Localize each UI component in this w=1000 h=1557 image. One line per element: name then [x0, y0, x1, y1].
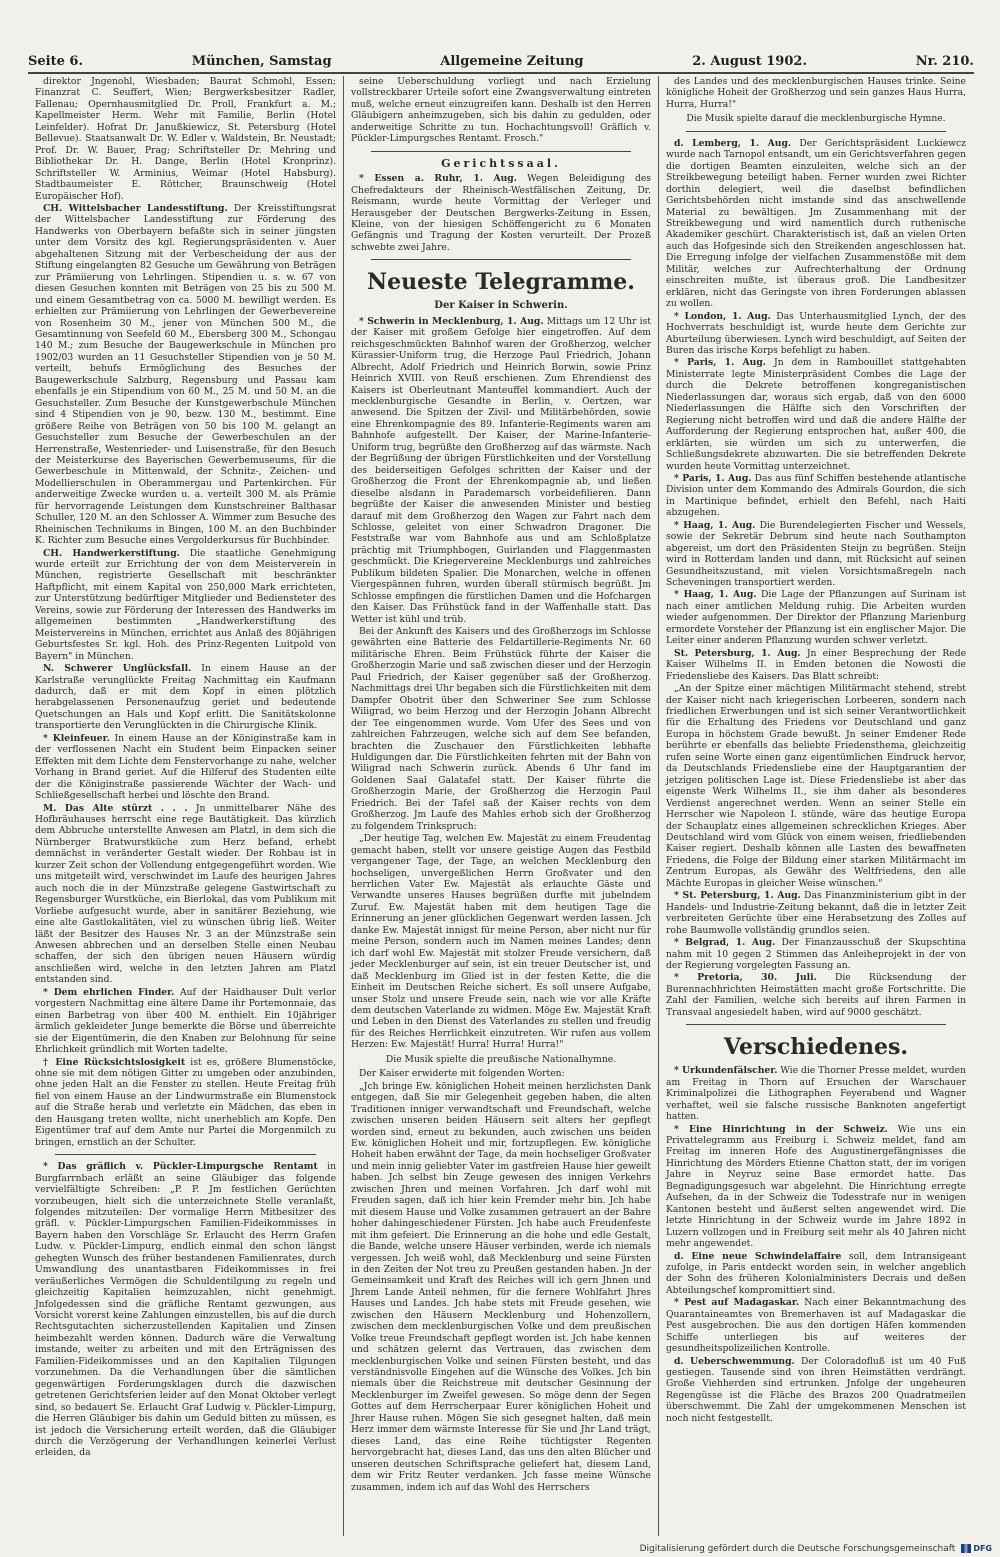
- article-text: soll, dem Intransigeant zufolge, in Paris entdeckt worden sein, in welcher angeblich der Sohn des früheren Kolonialministers Decrais und deßen Abteilungschef kompromittiert sind.: [666, 1250, 967, 1296]
- article-head: N. Schwerer Unglücksfall.: [43, 663, 192, 675]
- article-head: St. Petersburg, 1. Aug.: [674, 647, 801, 659]
- article-text: Jn einer Besprechung der Rede Kaiser Wilhelms II. in Emden betonen die Nowosti die Friedensliebe des Kaisers. Das Blatt schreibt:: [666, 647, 967, 682]
- article-text: Das Unterhausmitglied Lynch, der des Hochverrats beschuldigt ist, wurde heute dem Gerichte zur Aburteilung überwiesen. Lynch wird beschuldigt, auf Seiten der Buren das irische Korps befehligt zu haben.: [666, 310, 967, 356]
- article-head: * London, 1. Aug.: [674, 310, 771, 322]
- article: [351, 173, 651, 253]
- article-head: d. Lemberg, 1. Aug.: [674, 137, 792, 149]
- article-head: * Essen a. Ruhr, 1. Aug.: [359, 173, 517, 185]
- section-title: Gerichtssaal.: [441, 156, 561, 170]
- section-title: Neueste Telegramme.: [367, 269, 635, 296]
- article-head: * Schwerin in Mecklenburg, 1. Aug.: [359, 315, 544, 327]
- article-head: CH. Handwerkerstiftung.: [43, 547, 180, 559]
- article-text: „Der heutige Tag, welchen Ew. Majestät zu einem Freudentag gemacht haben, stellt vor unsere geistige Augen das Festbild vergangener Tage, der Tage, an welchen Mecklenburg den hochseligen, unvergeßlichen Herrn Großvater und den herrlichen Vater Ew. Majestät als erlauchte Gäste und Verwandte unseres Hauses begrüßen durfte mit jubelndem Zuruf. Ew. Majestät haben mit dem heutigen Tage die Erinnerung an jener glücklichen Gegenwart werden lassen. Jch danke Ew. Majestät innigst für meine Person, aber nicht nur für meine Person, sondern auch im Namen meines Landes; denn ich darf wohl Ew. Majestät mit stolzer Freude versichern, daß jeder Mecklenburger auf sein, ist ein treuer Deutscher ist, und daß Mecklenburg im Glied ist in der festen Kette, die die Einheit im Deutschen Reiche sichert. Es soll unsere Aufgabe, unser Stolz und unsere Freude sein, nach wie vor alle Kräfte dem deutschen Vaterlande zu widmen. Möge Ew. Majestät Kraft und Leben in den Dienst des Vaterlandes zu stellen und freudig für des Reiches Herrlichkeit einzutreten. Wir rufen aus vollem Herzen: Ew. Majestät! Hurra! Hurra! Hurra!": [351, 833, 651, 1051]
- article-text: Der Kaiser erwiderte mit folgenden Worten:: [359, 1068, 565, 1080]
- divider: [686, 1024, 946, 1025]
- divider: [371, 259, 631, 260]
- article: [35, 733, 336, 802]
- article-text: Die staatliche Genehmigung wurde erteilt zur Errichtung der von dem Meisterverein in München, registrierte Gesellschaft mit beschränkter Haftpflicht, mit einem Kapital von 250,000 Mark errichteten, zur Unterstützung bedürftiger Mitglieder und Bediensteter des Vereins, sowie zur Förderung der Interessen des Handwerks im allgemeinen bestimmten „Handwerkerstiftung des Meistervereins in München, errichtet aus Anlaß des 80jährigen Geburtsfestes Sr. kgl. Hoh. des Prinz-Regenten Luitpold von Bayern" in München.: [35, 547, 337, 662]
- newspaper-title: Allgemeine Zeitung: [440, 53, 584, 69]
- article-text: des Landes und des mecklenburgischen Hauses trinke. Seine königliche Hoheit der Großherzog und sein ganzes Haus Hurra, Hurra, Hurra!": [666, 76, 966, 110]
- column-2: [343, 76, 658, 1536]
- section-title: Verschiedenes.: [723, 1034, 909, 1061]
- article-text: Die Musik spielte darauf die mecklenburgische Hymne.: [686, 113, 946, 125]
- article-head: * Paris, 1. Aug.: [674, 472, 752, 484]
- article-text: Jn unmittelbarer Nähe des Hofbräuhauses herrscht eine rege Bautätigkeit. Das kürzlich dem Abbruche unterstellte Anwesen am Platzl, in dem sich die Nürnberger Bratwurstküche zum Herz befand, erhebt demnächst in veränderter Gestalt wieder. Der Rohbau ist in kurzer Zeit schon der Vollendung entgegengeführt worden. Wie uns mitgeteilt wird, verschwindet im Laufe des heurigen Jahres auch noch die in der Münzstraße gelegene Gastwirtschaft zu Regensburger Wurstküche, ein Bierlokal, das vom Publikum mit Vorliebe aufgesucht wurde, aber in sanitärer Beziehung, wie eine alte Gastlokalitäten, viel zu wünschen übrig ließ. Weiter läßt der Besitzer des Hauses Nr. 3 an der Münzstraße sein Anwesen abbrechen und an derselben Stelle einen Neubau schaffen, der sich den übrigen neuen Häusern würdig anschließen wird, welche in den letzten Jahren am Platzl entstanden sind.: [35, 802, 337, 986]
- article-text: Die Musik spielte die preußische Nationalhymne.: [385, 1053, 617, 1065]
- article-text: Der Finanzausschuß der Skupschtina nahm mit 10 gegen 2 Stimmen das Anleiheprojekt in der von der Regierung vorgelegten Fassung an.: [666, 937, 966, 971]
- article-text: Bei der Ankunft des Kaisers und des Großherzogs im Schlosse gewährten eine Batterie des Feldartillerie-Regiments Nr. 60 militärische Ehren. Beim Frühstück führte der Kaiser die Großherzogin Marie und saß zwischen dieser und der Herzogin Paul Friedrich, der Kaiser gegenüber saß der Großherzog. Nachmittags drei Uhr begaben sich die Fürstlichkeiten mit dem Dampfer Obotrit über den Schweriner See zum Schlosse Wiligrad, wo beim Herzog und der Herzogin Johann Albrecht der Tee eingenommen wurde. Vom Ufer des Sees und von zahlreichen Fahrzeugen, welche sich auf dem See befanden, brachten die Zuschauer den Fürstlichkeiten lebhafte Huldigungen dar. Die Fürstlichkeiten fehrten mit der Bahn von Wiligrad nach Schwerin zurück. Abends 6 Uhr fand im Goldenen Saal Galatafel statt. Der Kaiser führte die Großherzogin Marie, der Großherzog die Herzogin Paul Friedrich. Bei der Tafel saß der Kaiser rechts von dem Großherzog. Jm Laufe des Mahles erhob sich der Großherzog zu folgendem Trinkspruch:: [351, 626, 651, 832]
- article-text: In einem Hause an der Königinstraße kam in der verflossenen Nacht ein Student beim Einpacken seiner Effekten mit dem Lichte dem Fenstervorhange zu nahe, welcher Vorhang in Brand geriet. Auf die Hilferuf des Studenten eilte der die Königinstraße passierende Wächter der Wach- und Schließgesellschaft herbei und löschte den Brand.: [35, 732, 336, 802]
- article: [666, 520, 966, 589]
- article-head: d. Ueberschwemmung.: [674, 1355, 795, 1367]
- article: [35, 1057, 336, 1149]
- article: [35, 1161, 336, 1459]
- column-1: [28, 76, 343, 1536]
- article-head: * Pest auf Madagaskar.: [674, 1297, 800, 1309]
- article-text: Der Coloradofluß ist um 40 Fuß gestiegen. Tausende sind von ihren Heimstätten verdrängt. Große Viehherden sind ertrunken. Jnfolge der ungeheuren Regengüsse ist die Fläche des Brazos 200 Quadratmeilen überschwemmt. Die Zahl der umgekommenen Menschen ist noch nicht festgestellt.: [666, 1355, 967, 1424]
- article: [35, 987, 336, 1056]
- article-text: Die Burendelegierten Fischer und Wessels, sowie der Sekretär Debrum sind heute nach Southampton abgereist, um dort den Präsidenten Steijn zu begrüßen. Steijn wird in Rotterdam landen und dann, mit Rücksicht auf seinen Gesundheitszustand, mit vielen Vorsichtsmaßregeln nach Scheveningen transportiert werden.: [666, 519, 966, 589]
- column-3: [658, 76, 973, 1536]
- article: [351, 316, 651, 625]
- footer-credit: Digitalisierung gefördert durch die Deutsche Forschungsgemeinschaft: [639, 1543, 956, 1554]
- article-head: * Das gräflich v. Pückler-Limpurgsche Rentamt: [43, 1161, 318, 1173]
- article-text: Die Rücksendung der Burennachhrichten Heimstätten macht große Fortschritte. Die Zahl der Familien, welche sich bereits auf ihren Farmen in Transvaal angesiedelt haben, wird auf 9000 geschätzt.: [666, 972, 966, 1018]
- article: [666, 1356, 966, 1425]
- article-head: † Eine Rücksichtslosigkeit: [43, 1056, 186, 1068]
- article: [666, 589, 966, 646]
- article-head: * Kleinfeuer.: [43, 732, 110, 744]
- article-head: M. Das Alte stürzt . . .: [43, 802, 188, 814]
- article: [35, 803, 336, 986]
- place-date: München, Samstag: [191, 53, 332, 69]
- article: [35, 663, 336, 732]
- article-text: Nach einer Bekanntmachung des Quarantaineamtes von Bremerhaven ist auf Madagaskar die Pest ausgebrochen. Die aus den dortigen Häfen kommenden Schiffe unterliegen bis auf weiteres der gesundheitspolizeilichen Kontrolle.: [666, 1297, 966, 1355]
- article-text: Der Gerichtspräsident Luckiewcz wurde nach Tarnopol entsandt, um ein Gerichtsverfahren gegen die dortigen Beamten einzuleiten, welche sich an der Streikbewegung beteiligt haben. Ferner wurden zwei Richter dorthin delegiert, weil die daselbst befindlichen Gerichtsbehörden nicht imstande sind das anschwellende Material zu bewältigen. Jm Zusammenhang mit der Streikbewegung und wird namentlich durch ruthenische Akademiker geschürt. Charakteristisch ist, daß an vielen Orten auch das Hofgesinde sich den Streikenden angeschlossen hat. Die Erregung infolge der vielfachen Zusammenstöße mit dem Militär, welches zur Aufrechterhaltung der Ordnung einschreiten mußte, ist überaus groß. Die Landbesitzer erklären, nicht das Geringste von ihren Forderungen ablassen zu wollen.: [666, 137, 967, 310]
- article: [666, 311, 966, 357]
- article: [666, 138, 966, 310]
- article: [666, 648, 966, 682]
- divider: [55, 1154, 316, 1155]
- article: [666, 1251, 966, 1297]
- issue-number: Nr. 210.: [915, 53, 974, 69]
- article-head: * St. Petersburg, 1. Aug.: [674, 890, 801, 902]
- article-text: Die Lage der Pflanzungen auf Surinam ist nach einer amtlichen Meldung ruhig. Die Arbeiten wurden wieder aufgenommen. Der Direktor der Pflanzung Marienburg ermordete Vorsteher der Pflanzung ist ein englischer Major. Die Leiter einer anderen Pflanzung wurden schwer verletzt.: [666, 589, 966, 647]
- article-text: Jn dem in Rambouillet stattgehabten Ministerrate legte Ministerpräsident Combes die Lage der durch die Dekrete betroffenen kongreganistischen Niederlassungen dar, woraus sich ergab, daß von den 6000 Niederlassungen die Hälfte sich den Vorschriften der Regierung nicht betroffen wird und daß die andere Hälfte der Aufforderung der Regierung entsprochen hat, außer 400, die erklärten, sie würden um sich zu unterwerfen, die Schließungsdekrete abzuwarten. Die sie betreffenden Dekrete wurden heute Vormittag unterzeichnet.: [666, 357, 967, 472]
- article-text: Wegen Beleidigung des Chefredakteurs der Rheinisch-Westfälischen Zeitung, Dr. Reismann, wurde heute Vormittag der Verleger und Herausgeber der Deutschen Bergwerks-Zeitung in Essen, Kleine, von der hiesigen Schöffengericht zu 6 Monaten Gefängnis und Tragung der Kosten verurteilt. Der Prozeß schwebte zwei Jahre.: [351, 173, 651, 253]
- article-text: „Jch bringe Ew. königlichen Hoheit meinen herzlichsten Dank entgegen, daß Sie mir Gelegenheit gegeben haben, die alten Traditionen inniger verwandtschaft und Freundschaft, welche zwischen unseren beiden Häusern seit alters her gepflegt worden sind, erneut zu bekunden, auch zwischen uns beiden Ew. königlichen Hoheit und mir, fortzupflegen. Ew. königliche Hoheit haben erwähnt der Tage, da mein hochseliger Großvater und mein innig geliebter Vater im gastfreien Hause hier geweilt haben. Jch selbst bin Zeuge gewesen des innigen Verkehrs zwischen Jhren und meinen Vorfahren. Jch darf wohl mit Freuden sagen, daß ich hier kein Fremder mehr bin. Jch habe mit diesem Hause und Volke zusammen getrauert an der Bahre hoher dahingeschiedener Fürsten. Jch habe auch Freudenfeste mit ihm gefeiert. Die Erinnerung an die hohe und edle Gestalt, die Bande, welche unsere Häuser verbinden, werde ich niemals vergessen. Jch weiß wohl, daß Mecklenburg und seine Fürsten in den Zeiten der Not treu zu Preußen gestanden haben. Jn der Gemeinsamkeit und Kraft des Reiches will ich gern Jhnen und Jhrem Lande Anteil nehmen, für die fernere Wohlfahrt Jhres Hauses und Landes. Jch habe stets mit Freude gesehen, wie zwischen den Häusern Mecklenburg und Hohenzollern, zwischen dem mecklenburgischen Volke und dem preußischen Volke treue Freundschaft gepflegt worden ist. Jch habe kennen und schätzen gelernt das Vertrauen, das zwischen dem mecklenburgischen Volke und seinen Fürsten besteht, und das verständnisvolle Eingehen auf die Wünsche des Volkes. Jch bin niemals über die Reichstreue mit deutscher Gesinnung der Mecklenburger im Zweifel gewesen. So möge denn der Segen Gottes auf dem Herrscherpaar Eurer königlichen Hoheit und Jhrer Hause ruhen. Mögen Sie sich gesegnet halten, daß mein Herz immer dem wärmste Interesse für Sie und Jhr Land trägt, dieses Land, das eine Reihe tüchtigster Regenten hervorgebracht hat, dieses Land, das uns den alten Blücher und unseren deutschen Schriftsprache geliefert hat, diesem Land, dem wir Fritz Reuter verdanken. Jch fasse meine Wünsche zusammen, indem ich auf das Wohl des Herrschers: [351, 1080, 651, 1493]
- article: [666, 1124, 966, 1250]
- article-head: * Pretoria, 30. Juli.: [674, 972, 817, 984]
- dfg-logo: [961, 1544, 992, 1553]
- article-text: In einem Hause an der Karlstraße verunglückte Freitag Nachmittag ein Kaufmann dadurch, daß er mit dem Kopf in einen plötzlich herabgelassenen Personenaufzug geriet und bedeutende Quetschungen an Hals und Kopf erlitt. Die Sanitätskolonne transportierte den Verunglückten in die Chirurgische Klinik.: [35, 663, 336, 732]
- article: [666, 1297, 966, 1354]
- article: [666, 890, 966, 936]
- article-text: Auf der Haidhauser Dult verlor vorgestern Nachmittag eine ältere Dame ihr Portemonnaie, das einen Barbetrag von über 400 M. enthielt. Ein 10jähriger ärmlich gekleideter Junge bemerkte die Börse und überreichte sie der Eigentümerin, die den Knaben zur Belohnung für seine Ehrlichkeit gründlich mit Worten tadelte.: [35, 986, 336, 1056]
- article: [666, 1065, 966, 1122]
- page-header: [28, 50, 974, 74]
- article-head: * Haag, 1. Aug.: [674, 589, 757, 601]
- article-head: * Haag, 1. Aug.: [674, 519, 756, 531]
- article-text: Wie die Thorner Presse meldet, wurden am Freitag in Thorn auf Ersuchen der Warschauer Kriminalpolizei die Lithographen Feyerabend und Wagner verhaftet, weil sie falsche russische Banknoten angefertigt hatten.: [666, 1065, 966, 1123]
- article-text: in Burgfarrnbach erläßt an seine Gläubiger das folgende vervielfältigte Schreiben: „P. P. Jm festlichen Gerüchten vorzubeugen, hielt sich die unterzeichnete Stelle veranlaßt, folgendes mitzuteilen: Der vormalige Herrn Mitbesitzer des gräfl. v. Pückler-Limpurgschen Familien-Fideikommisses in Bayern haben den Vorschläge Sr. Erlaucht des Herrn Grafen Ludw. v. Pückler-Limpurg, endlich einmal den schon längst gehegten Wunsch des früher bestandenen Familienrates, durch Umwandlung des unantastbaren Fideikommisses in frei veräußerliches Vermögen die Schuldentilgung zu regeln und gleichzeitig Kapitalien heimzuzahlen, nicht genehmigt. Jnfolgedessen sind die gräfliche Rentamt gezwungen, aus Vorsicht vorerst keine Zahlungen einzustellen, bis auf die durch Rechtsgutachten sicherzustellenden Kapitalien und Zinsen heimbezahlt werden können. Dadurch wäre die Verwaltung imstande, weiter zu arbeiten und mit den Erträgnissen des Familien-Fideikommisses und an den Kapitalien Tilgungen vorzunehmen. Da die Verhandlungen über die sämtlichen gegenwärtigen Forderungsklagen durch die dazwischen getretenen Gerichtsferien leider auf den Monat Oktober verlegt sind, so bedauert Se. Erlaucht Graf Ludwig v. Pückler-Limpurg, die Herren Gläubiger bis dahin um Geduld bitten zu müssen, es ist jedoch die Versicherung erteilt worden, daß die Gläubiger durch die Verzögerung der Verhandlungen keinerlei Verlust erleiden, da: [35, 1161, 337, 1459]
- article-text: direktor Jngenohl, Wiesbaden; Baurat Schmohl, Essen; Finanzrat C. Seuffert, Wien; Bergwerksbesitzer Radler, Fallenau; Opernhausmitglied Dr. Proll, Frankfurt a. M.; Kapellmeister Herm. Wehr mit Familie, Berlin (Hotel Leinfelder). Hofrat Dr. Janußkiewicz, St. Petersburg (Hotel Bellevue). Staatsanwalt Dr. W. Edler v. Waldstein, Br. Neustadt; Prof. Dr. W. Bauer, Prag; Schriftsteller Dr. Mehring und Bibliothekar Dr. H. Dange, Berlin (Hotel Kronprinz). Schriftsteller W. Arminius, Weimar (Hotel Habsburg). Stadtbaumeister E. Röttcher, Braunschweig (Hotel Europäischer Hof).: [35, 76, 336, 202]
- article: [35, 203, 336, 547]
- article-head: * Dem ehrlichen Finder.: [43, 986, 175, 998]
- article: [35, 548, 336, 663]
- divider: [371, 151, 631, 152]
- article-text: seine Ueberschuldung vorliegt und nach Erzielung vollstreckbarer Urteile sofort eine Zwangsverwaltung eintreten muß, welche erneut einzugreifen kann. Deshalb ist den Herren Gläubigern anheimzugeben, sich bis dahin zu gedulden, oder anderweitige Schritte zu tun. Hochachtungsvoll! Gräflich v. Pückler-Limpurgsches Rentamt. Frosch.": [351, 76, 651, 145]
- article-subtitle: Der Kaiser in Schwerin.: [434, 300, 568, 312]
- issue-date: 2. August 1902.: [692, 53, 807, 69]
- article-text: Mittags um 12 Uhr ist der Kaiser mit großem Gefolge hier eingetroffen. Auf dem reichsgeschmückten Bahnhof waren der Großherzog, welcher Kürassier-Uniform trug, die Herzoge Paul Friedrich, Johann Albrecht, Adolf Friedrich und Heinrich Borwin, sowie Prinz Heinrich XVIII. von Reuß erschienen. Zum Ehrendienst des Kaisers ist Oberleutnant Manteuffel kommandiert. Auch der mecklenburgische Gesandte in Berlin, v. Oertzen, war anwesend. Die Spitzen der Zivil- und Militärbehörden, sowie eine Ehrenkompagnie des 89. Infanterie-Regiments waren am Bahnhofe aufgestellt. Der Kaiser, der Marine-Infanterie-Uniform trug, begrüßte den Großherzog auf das wärmste. Nach der Begrüßung der übrigen Fürstlichkeiten und der Vorstellung des beiderseitigen Gefolges schritten der Kaiser und der Großherzog die Front der Ehrenkompagnie ab, und ließen dieselbe alsdann in Parademarsch vorbeidefilieren. Dann begrüßte der Kaiser die anwesenden Minister und bestieg darauf mit dem Großherzog den Wagen zur Fahrt nach dem Schlosse, geleitet von einer Schwadron Dragoner. Die Feststraße war vom Bahnhofe aus und am Schloßplatze prächtig mit Triumphbogen, Guirlanden und Flaggenmasten geschmückt. Die Kriegervereine Mecklenburgs und zahlreiches Publikum bildeten Spalier. Die Monarchen, welche in offenen Viergespännen fuhren, wurden überall stürmisch begrüßt. Jm Schlosse empfingen die fürstlichen Damen und die Hofchargen den Kaiser. Das Frühstück fand in der Waffenhalle statt. Das Wetter ist kühl und trüb.: [351, 315, 651, 625]
- article: [666, 357, 966, 472]
- article-head: * Belgrad, 1. Aug.: [674, 937, 776, 949]
- article: [666, 937, 966, 971]
- dfg-logo-text: DFG: [973, 1544, 992, 1553]
- article-text: Wie uns ein Privattelegramm aus Freiburg i. Schweiz meldet, fand am Freitag im inneren Hofe des Augustinergefängnisses die Hinrichtung des Mörders Etienne Chatton statt, der im vorigen Jahre in Neyruz seine Base ermordet hatte. Das Begnadigungsgesuch war abgelehnt. Die Hinrichtung erregte Aufsehen, da in der Schweiz die Todesstrafe nur in wenigen Kantonen besteht und äußerst selten angewendet wird. Die letzte Hinrichtung in der Schweiz wurde im Jahre 1892 in Luzern vollzogen und in Freiburg seit mehr als 40 Jahren nicht mehr angewendet.: [666, 1123, 966, 1250]
- article-text: „An der Spitze einer mächtigen Militärmacht stehend, strebt der Kaiser nicht nach kriegerischen Lorbeeren, sondern nach friedlichen Erwerbungen und ist sich seiner Verantwortlichkeit für die Erhaltung des Friedens vor Deutschland und ganz Europa in höchstem Grade bewußt. Jn seiner Emdener Rede berührte er ebenfalls das beliebte Friedensthema, gleichzeitig rufen seine Worte einen ganz eigentümlichen Eindruck hervor, da Deutschlands Friedensliebe eine der Hauptgarantien der jetzigen politischen Lage ist. Diese Friedensliebe ist aber das eigenste Werk Wilhelms II., sie ihm daher als besonderes Verdienst angerechnet werden. Wenn an seiner Stelle ein Herrscher wie Napoleon I. stünde, wäre das heutige Europa der Schauplatz eines allgemeinen schrecklichen Krieges. Aber Deutschland wird vom Glück von einem weisen, friedliebenden Kaiser regiert. Deshalb können alle Lasten des bewaffneten Friedens, die Folge der Bildung einer starken Militärmacht im Zentrum Europas, als Gewähr des Weltfriedens, den alle Mächte Europas in gleicher Weise wünschen.": [666, 683, 966, 889]
- article: [666, 972, 966, 1018]
- article-head: d. Eine neue Schwindelaffaire: [674, 1250, 842, 1262]
- article-head: CH. Wittelsbacher Landesstiftung.: [43, 202, 228, 214]
- article-text: Das Finanzministerium gibt in der Handels- und Industrie-Zeitung bekannt, daß die in letzter Zeit verbreiteten Gerüchte über eine Herabsetzung des Zolles auf rohe Baumwolle vollständig grundlos seien.: [666, 890, 966, 936]
- page-number: Seite 6.: [28, 53, 83, 69]
- article-text: Das aus fünf Schiffen bestehende atlantische Division unter dem Kommando des Admirals Gourdon, die sich in Martinique befindet, erhielt den Befehl, nach Haiti abzugehen.: [666, 472, 966, 519]
- article-head: * Eine Hinrichtung in der Schweiz.: [674, 1123, 888, 1135]
- article: [666, 473, 966, 519]
- article-head: * Paris, 1. Aug.: [674, 357, 766, 369]
- columns: [28, 76, 974, 1536]
- divider: [686, 131, 946, 132]
- article-text: ist es, größere Blumenstöcke, ohne sie mit dem nötigen Gitter zu umgeben oder anzubinden, ohne jeden Halt an die Fenster zu stellen. Heute Freitag früh fiel von einem Hause an der Lindwurmstraße ein Blumenstock auf die Straße herab und verletzte ein Mädchen, das eben in den Hausgang treten wollte, nicht unerheblich am Kopfe. Den Eigentümer traf auf dem Amte nur Partei die Morgenmilch zu bringen, ernstlich an der Schulter.: [35, 1056, 336, 1148]
- dfg-logo-icon: [961, 1544, 971, 1553]
- digitization-footer: [0, 1540, 1000, 1557]
- article-head: * Urkundenfälscher.: [674, 1065, 778, 1077]
- article-text: Der Kreisstiftungsrat der Wittelsbacher Landesstiftung zur Förderung des Handwerks von Oberbayern befaßte sich in seiner jüngsten unter dem Vorsitz des kgl. Regierungspräsidenten v. Auer abgehaltenen Sitzung mit der Verbescheidung der aus der Stiftung eingelangten 82 Gesuche um Gewährung von Beträgen zur Prämiierung von Lehrlingen. Stipendien u. s. w. 67 von diesen Gesuchen konnten mit Beträgen von 25 bis zu 500 M. und einem Gesamtbetrag von ca. 5000 M. bewilligt werden. Es erhielten zur Prämiierung von Lehrlingen der Gewerbevereine von Rosenheim 30 M., jener von München 500 M., die Gesamtinnung von Seefeld 60 M., Ebersberg 300 M., Schongau 140 M.; zum Besuche der Baugewerkschule in München pro 1902/03 wurden an 11 Gesuchsteller Stipendien von je 50 M. verteilt, behufs Ermöglichung des Besuches der Baugewerkschule Salzburg, Regensburg und Passau kam ebenfalls je ein Stipendium von 60 M., 25 M. und 50 M. an die Gesuchsteller. Zum Besuche der Kunstgewerbschule München sind 4 Stipendien von je 90, bezw. 130 M., bestimmt. Eine größere Reihe von Beträgen von 50 bis 100 M. gelangt an Gesuchsteller zum Besuche der Gewerbeschulen an der Herrenstraße, Westenrieder- und Luisenstraße, für den Besuch der Meisterkurse des Bayerischen Gewerbemuseums, für die Gewerbeschule in Mittenwald, der Schnitz-, Zeichen- und Modellierschulen in Oberammergau und Partenkirchen. Für anderweitige Zwecke wurden u. a. verteilt 300 M. als Prämie für hervorragende Leistungen dem Kunstschreiner Balthasar Schuller, 120 M. an den Schlosser A. Wimmer zum Besuche des Rheinischen Technikums in Bingen, 100 M. an den Buchbinder K. Richter zum Besuche eines Vergolderkursus für Buchbinder.: [35, 202, 336, 547]
